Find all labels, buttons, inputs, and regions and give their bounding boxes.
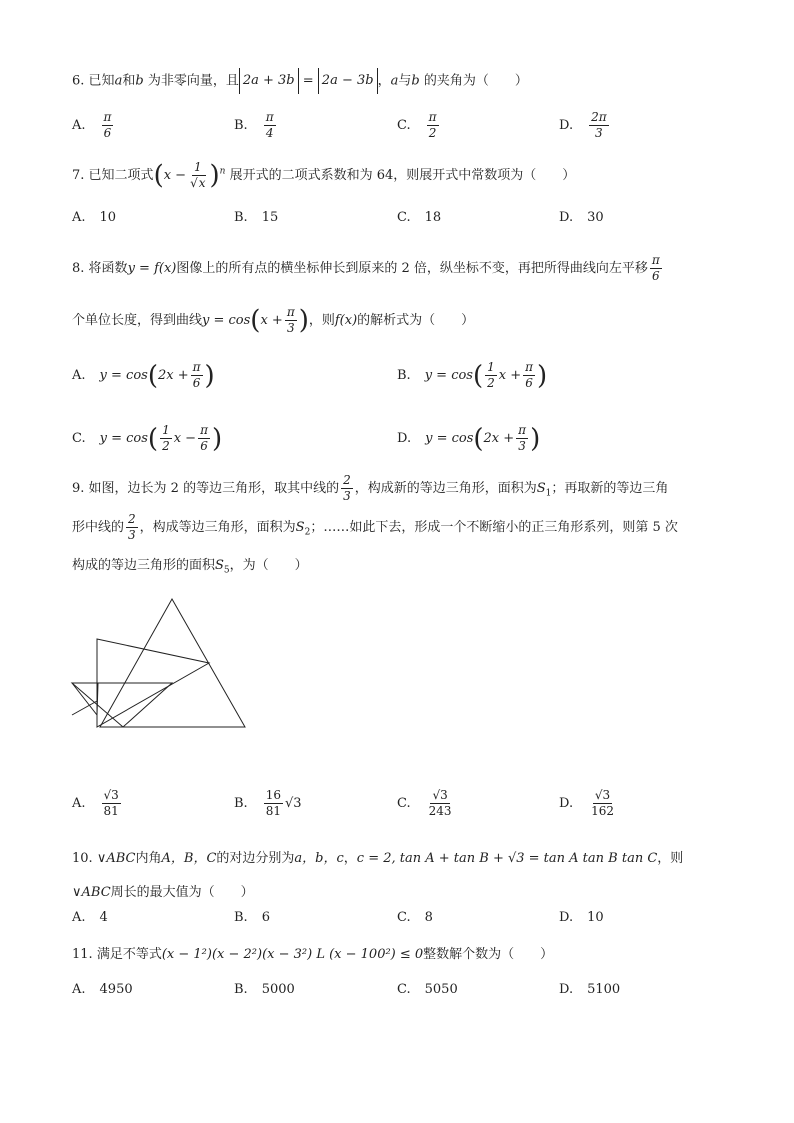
- option-prefix: y = cos: [425, 431, 474, 446]
- question-text: 为非零向量，且: [147, 73, 239, 89]
- denominator: 3: [128, 527, 136, 542]
- coefficient-fraction: [160, 423, 172, 454]
- question-7: [72, 160, 724, 191]
- question-text: 和: [122, 73, 136, 89]
- fraction: [126, 512, 138, 543]
- fraction: [191, 360, 203, 391]
- question-text: 形中线的: [72, 519, 125, 535]
- option-label: C.: [397, 982, 411, 997]
- option-a[interactable]: [72, 982, 133, 997]
- option-value: 8: [424, 910, 433, 925]
- numerator: π: [200, 423, 208, 437]
- option-a[interactable]: [72, 360, 215, 391]
- option-label: D.: [559, 210, 574, 225]
- question-text: 的对边分别为: [216, 851, 295, 866]
- paren-open: (: [250, 305, 261, 336]
- denominator: 243: [428, 804, 452, 818]
- question-text: 个单位长度，得到曲线: [72, 313, 203, 328]
- option-a[interactable]: [72, 788, 123, 819]
- option-label: B.: [234, 118, 248, 133]
- option-label: A.: [72, 796, 86, 811]
- option-label: D.: [559, 910, 574, 925]
- option-prefix: y = cos: [99, 368, 148, 383]
- equals-sign: =: [302, 73, 314, 89]
- options-11: [72, 982, 732, 1006]
- fraction: [516, 423, 528, 454]
- denominator: 6: [192, 376, 201, 390]
- question-6: [72, 68, 724, 94]
- options-8-row2: [72, 423, 732, 454]
- question-text: 的夹角为（ ）: [423, 73, 528, 89]
- paren-close: ): [204, 360, 215, 391]
- curve-expression: y = cos: [202, 313, 251, 328]
- options-8-row1: [72, 360, 732, 391]
- denominator: 6: [525, 376, 533, 390]
- abs-expression-left: 2a + 3b: [239, 68, 299, 94]
- question-text: 的解析式为（ ）: [357, 313, 475, 328]
- fraction: [285, 305, 297, 336]
- fraction: [102, 788, 121, 819]
- option-label: A.: [72, 368, 86, 383]
- question-number: 7.: [72, 168, 85, 183]
- option-value: 18: [424, 210, 442, 225]
- question-9: [72, 472, 724, 588]
- question-text: 构成的等边三角形的面积: [72, 558, 216, 574]
- question-11: [72, 944, 724, 966]
- sides: a，b，c: [294, 851, 344, 866]
- option-label: A.: [72, 910, 86, 925]
- option-prefix: y = cos: [99, 431, 148, 446]
- question-number: 8.: [72, 261, 85, 276]
- radical-factor: √3: [284, 796, 302, 811]
- inequality-expression: (x − 1²)(x − 2²)(x − 3²) L (x − 100²) ≤ 0: [161, 947, 424, 962]
- fraction: [427, 110, 439, 141]
- numerator: π: [286, 305, 295, 319]
- option-b[interactable]: [234, 210, 278, 225]
- question-text: 内角: [135, 851, 162, 866]
- question-text: 已知: [88, 73, 115, 89]
- argument: x +: [260, 313, 283, 328]
- question-text: ，则: [308, 313, 335, 328]
- question-text: 已知二项式: [88, 168, 154, 183]
- numerator: π: [265, 110, 274, 124]
- numerator: 1: [162, 423, 170, 437]
- numerator: √3: [432, 788, 448, 802]
- area-symbol: S: [215, 558, 224, 574]
- option-value: 30: [587, 210, 604, 225]
- fraction: [589, 110, 609, 141]
- denominator: 162: [591, 804, 614, 818]
- denominator: 4: [265, 126, 274, 140]
- argument: x −: [173, 431, 197, 446]
- numerator: π: [525, 360, 534, 374]
- fraction: [264, 110, 276, 141]
- numerator: 2: [343, 473, 351, 487]
- denominator: 3: [518, 439, 526, 453]
- fraction: [264, 788, 283, 819]
- fraction: [341, 473, 353, 504]
- exponent: n: [219, 166, 226, 177]
- denominator: 3: [595, 126, 603, 140]
- options-7: [72, 210, 732, 234]
- numerator: √3: [103, 788, 119, 802]
- question-text: 满足不等式: [96, 947, 162, 962]
- vector-b: b: [135, 73, 144, 89]
- option-b[interactable]: [234, 788, 302, 819]
- vector-a: a: [390, 73, 399, 89]
- question-number: 6.: [72, 73, 85, 89]
- denominator: 6: [103, 126, 112, 140]
- area-symbol: S: [536, 481, 546, 496]
- option-d[interactable]: [559, 910, 604, 925]
- question-text: 整数解个数为（ ）: [423, 947, 554, 962]
- option-value: 10: [587, 910, 604, 925]
- option-label: A.: [72, 210, 86, 225]
- paren-close: ): [209, 160, 220, 191]
- coefficient-fraction: [485, 360, 497, 391]
- option-label: B.: [234, 210, 248, 225]
- triangle-symbol: ∨ABC: [72, 885, 111, 900]
- paren-close: ): [211, 423, 223, 454]
- fifth-triangle-edge: [72, 701, 97, 715]
- option-d[interactable]: [559, 210, 604, 225]
- question-text: ；……如此下去，形成一个不断缩小的正三角形系列，则第 5 次: [310, 519, 678, 535]
- question-text: ，构成新的等边三角形，面积为: [354, 481, 537, 496]
- option-c[interactable]: [397, 210, 441, 225]
- option-c[interactable]: [72, 423, 222, 454]
- denominator: 3: [286, 321, 295, 335]
- option-label: D.: [559, 118, 574, 133]
- numerator: 2π: [591, 110, 607, 124]
- paren-close: ): [530, 423, 541, 454]
- option-value: 10: [99, 210, 117, 225]
- numerator: 1: [487, 360, 495, 374]
- options-9: [72, 788, 732, 828]
- option-value: 5100: [587, 982, 621, 997]
- fraction: [427, 788, 454, 819]
- option-value: 15: [261, 210, 279, 225]
- triangle-symbol: ∨ABC: [96, 851, 136, 866]
- triangle-figure: [60, 590, 260, 740]
- question-number: 9.: [72, 481, 85, 496]
- paren-open: (: [147, 423, 159, 454]
- option-label: D.: [397, 431, 412, 446]
- denominator: 2: [162, 439, 170, 453]
- option-d[interactable]: [559, 788, 618, 819]
- option-label: B.: [397, 368, 411, 383]
- option-label: B.: [234, 982, 248, 997]
- option-c[interactable]: [397, 788, 456, 819]
- third-triangle: [72, 683, 172, 727]
- subscript: 2: [304, 527, 311, 538]
- question-text: ，构成等边三角形，面积为: [139, 519, 296, 535]
- paren-open: (: [473, 423, 484, 454]
- option-prefix: y = cos: [424, 368, 473, 383]
- binomial-term: x −: [163, 168, 187, 183]
- option-label: D.: [559, 796, 574, 811]
- question-text: ，为（ ）: [229, 558, 308, 574]
- option-d[interactable]: [559, 110, 611, 141]
- option-label: B.: [234, 910, 248, 925]
- fraction: [188, 160, 207, 191]
- denominator: 3: [343, 489, 351, 503]
- option-label: C.: [72, 431, 86, 446]
- outer-triangle: [100, 599, 245, 727]
- option-label: C.: [397, 910, 411, 925]
- option-a[interactable]: [72, 210, 116, 225]
- argument: x +: [498, 368, 522, 383]
- numerator: π: [428, 110, 437, 124]
- options-10: [72, 910, 732, 934]
- question-10: [72, 842, 724, 910]
- option-b[interactable]: [234, 910, 270, 925]
- question-text: ，: [343, 851, 357, 866]
- option-b[interactable]: [397, 360, 547, 391]
- question-number: 10.: [72, 851, 93, 866]
- option-label: A.: [72, 118, 86, 133]
- option-label: C.: [397, 118, 411, 133]
- vector-a: a: [114, 73, 123, 89]
- question-text: ，则: [657, 851, 684, 866]
- numerator: √3: [594, 788, 611, 802]
- numerator: π: [192, 360, 201, 374]
- paren-open: (: [147, 360, 158, 391]
- paren-close: ): [537, 360, 548, 391]
- option-d[interactable]: [559, 982, 620, 997]
- subscript: 1: [545, 488, 552, 499]
- abs-expression-right: 2a − 3b: [318, 68, 378, 94]
- denominator: 81: [265, 804, 281, 818]
- option-a[interactable]: [72, 110, 115, 141]
- paren-close: ): [298, 305, 309, 336]
- argument: 2x +: [483, 431, 515, 446]
- numerator: π: [518, 423, 527, 437]
- option-value: 5000: [261, 982, 295, 997]
- paren-open: (: [153, 160, 164, 191]
- function-name: f(x): [334, 313, 358, 328]
- angles: A，B，C: [161, 851, 217, 866]
- numerator: 1: [193, 160, 202, 174]
- option-d[interactable]: [397, 423, 540, 454]
- option-value: 4: [99, 910, 108, 925]
- question-text: 如图，边长为 2 的等边三角形，取其中线的: [88, 481, 340, 496]
- option-value: 6: [261, 910, 270, 925]
- options-6: [72, 110, 732, 140]
- option-label: C.: [397, 210, 411, 225]
- question-text: 图像上的所有点的横坐标伸长到原来的 2 倍，纵坐标不变，再把所得曲线向左平移: [176, 261, 648, 276]
- question-number: 11.: [72, 947, 93, 962]
- radicand: x: [198, 176, 206, 190]
- numerator: 16: [265, 788, 281, 802]
- question-text: 与: [398, 73, 412, 89]
- paren-open: (: [472, 360, 484, 391]
- numerator: π: [651, 253, 660, 267]
- vector-b: b: [411, 73, 420, 89]
- option-value: 4950: [99, 982, 133, 997]
- option-label: B.: [234, 796, 248, 811]
- argument: 2x +: [157, 368, 189, 383]
- question-text: ，: [377, 73, 391, 89]
- option-value: 5050: [424, 982, 458, 997]
- question-8: [72, 243, 724, 347]
- function-expression: y = f(x): [127, 261, 177, 276]
- question-text: 展开式的二项式系数和为 64，则展开式中常数项为（ ）: [229, 168, 576, 183]
- denominator: √x: [190, 176, 206, 190]
- question-text: 将函数: [88, 261, 128, 276]
- condition: c = 2, tan A + tan B + √3 = tan A tan B tan C: [356, 851, 658, 866]
- option-c[interactable]: [397, 910, 433, 925]
- area-symbol: S: [295, 519, 305, 535]
- denominator: 2: [428, 126, 437, 140]
- option-label: A.: [72, 982, 86, 997]
- fraction: [198, 423, 210, 454]
- fraction: [589, 788, 616, 819]
- denominator: 6: [200, 439, 208, 453]
- subscript: 5: [223, 565, 230, 576]
- option-b[interactable]: [234, 982, 295, 997]
- numerator: 2: [128, 511, 136, 526]
- fraction: [523, 360, 535, 391]
- option-a[interactable]: [72, 910, 108, 925]
- fourth-triangle: [72, 683, 98, 715]
- option-c[interactable]: [397, 110, 441, 141]
- numerator: π: [103, 110, 112, 124]
- question-text: ；再取新的等边三角: [551, 481, 669, 496]
- denominator: 6: [652, 269, 660, 283]
- denominator: 2: [487, 376, 495, 390]
- fraction: [650, 253, 662, 284]
- option-label: C.: [397, 796, 411, 811]
- question-text: 周长的最大值为（ ）: [110, 885, 254, 900]
- option-c[interactable]: [397, 982, 458, 997]
- denominator: 81: [103, 804, 119, 818]
- fraction: [102, 110, 114, 141]
- option-label: D.: [559, 982, 574, 997]
- option-b[interactable]: [234, 110, 278, 141]
